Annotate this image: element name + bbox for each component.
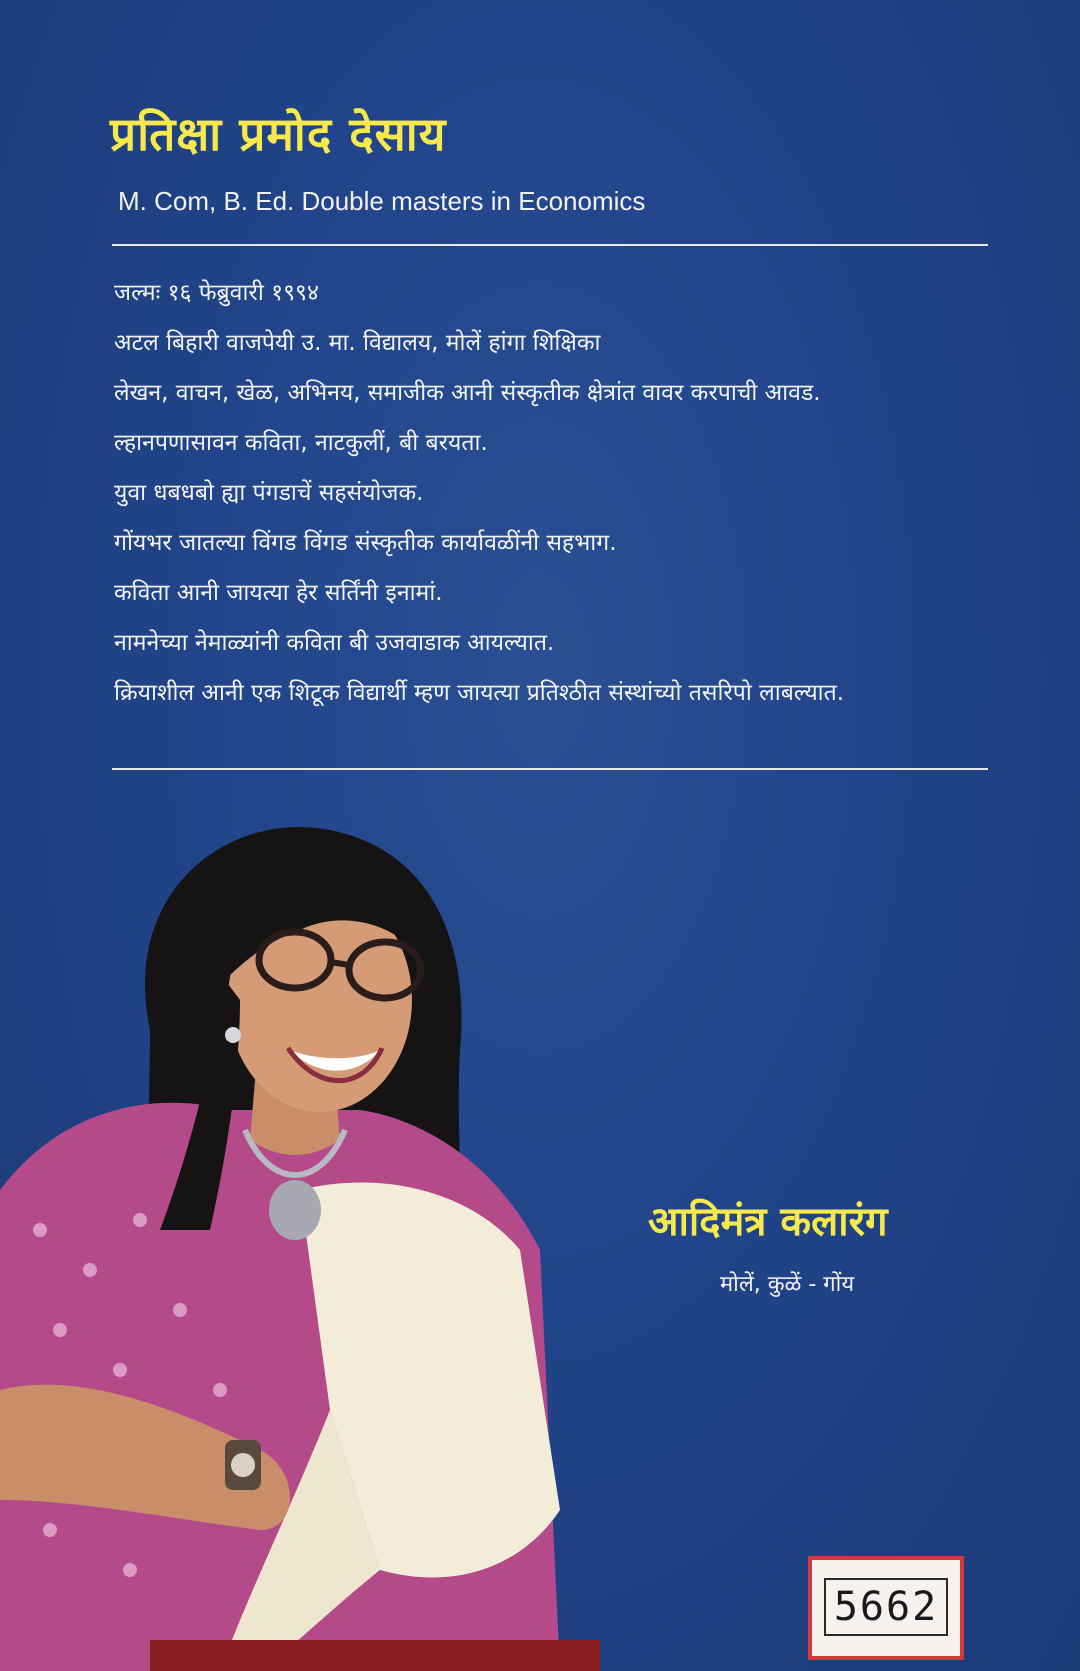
publisher-name: आदिमंत्र कलारंग bbox=[648, 1199, 888, 1245]
bio-line: कविता आनी जायत्या हेर सर्तिंनी इनामां. bbox=[114, 580, 443, 606]
bottom-divider bbox=[112, 768, 988, 770]
accession-number: 5662 bbox=[824, 1578, 948, 1636]
bio-line: अटल बिहारी वाजपेयी उ. मा. विद्यालय, मोलें हांगा शिक्षिका bbox=[114, 330, 601, 356]
author-bio-list bbox=[114, 275, 1014, 725]
author-photo bbox=[0, 810, 600, 1671]
author-qualifications: M. Com, B. Ed. Double masters in Economics bbox=[118, 186, 646, 216]
bio-line: क्रियाशील आनी एक शिटूक विद्यार्थी म्हण जायत्या प्रतिश्ठीत संस्थांच्यो तसरिपो लाबल्यात. bbox=[114, 680, 845, 706]
bio-line: युवा धबधबो ह्या पंगडाचें सहसंयोजक. bbox=[114, 480, 424, 506]
top-divider bbox=[112, 244, 988, 246]
bio-line: लेखन, वाचन, खेळ, अभिनय, समाजीक आनी संस्कृतीक क्षेत्रांत वावर करपाची आवड. bbox=[114, 380, 821, 406]
author-name: प्रतिक्षा प्रमोद देसाय bbox=[110, 107, 447, 161]
bio-line: गोंयभर जातल्या विंगड विंगड संस्कृतीक कार्यावळींनी सहभाग. bbox=[114, 530, 617, 556]
publisher-place: मोलें, कुळें - गोंय bbox=[720, 1272, 855, 1297]
bio-line: जल्मः १६ फेब्रुवारी १९९४ bbox=[114, 280, 319, 306]
bio-line: नामनेच्या नेमाळ्यांनी कविता बी उजवाडाक आयल्यात. bbox=[114, 630, 555, 656]
bio-line: ल्हानपणासावन कविता, नाटकुलीं, बी बरयता. bbox=[114, 430, 488, 456]
library-sticker bbox=[808, 1556, 964, 1660]
